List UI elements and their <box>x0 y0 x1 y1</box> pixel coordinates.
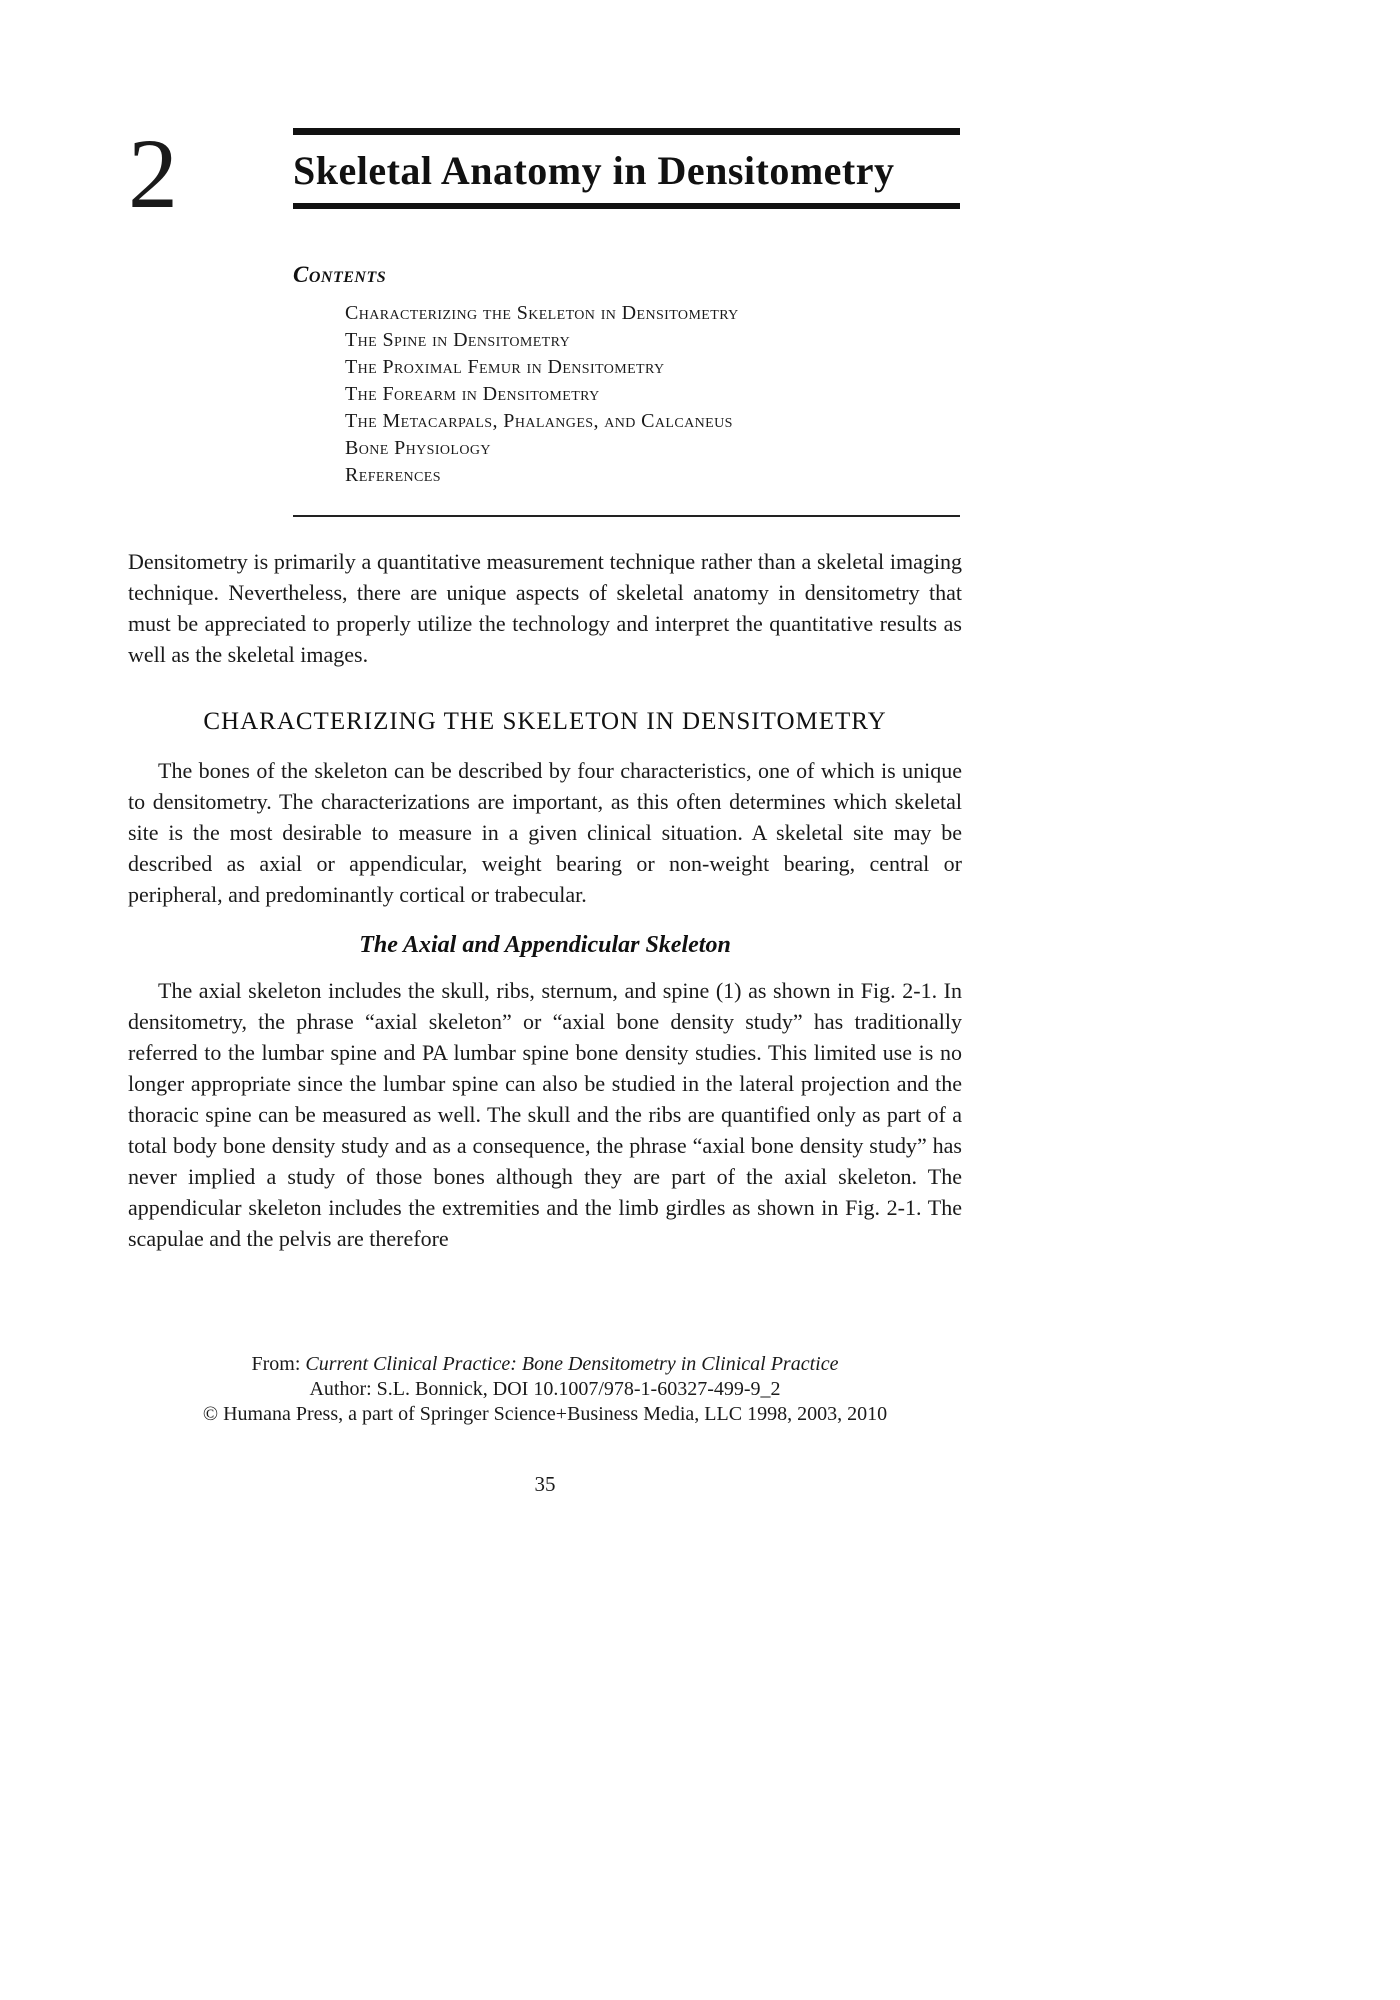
chapter-title-block <box>293 128 960 209</box>
subsection-heading: The Axial and Appendicular Skeleton <box>359 932 731 958</box>
subsection-paragraph: The axial skeleton includes the skull, ribs, sternum, and spine (1) as shown in Fig. 2-1. In densitometry, the phrase “axial skeleton” or “axial bone density study” has traditionally referred to the lumbar spine and PA lumbar spine bone density studies. This limited use is no longer appropriate since the lumbar spine can also be studied in the lateral projection and the thoracic spine can be measured as well. The skull and the ribs are quantified only as part of a total body bone density study and as a consequence, the phrase “axial bone density study” has never implied a study of those bones although they are part of the axial skeleton. The appendicular skeleton includes the extremities and the limb girdles as shown in Fig. 2-1. The scapulae and the pelvis are therefore <box>128 978 962 1251</box>
footer-from-line <box>128 1352 962 1377</box>
footer-copyright-line: © Humana Press, a part of Springer Science+Business Media, LLC 1998, 2003, 2010 <box>202 1403 888 1425</box>
intro-section <box>128 546 962 670</box>
title-rule-bottom <box>293 203 960 209</box>
chapter-number: 2 <box>128 118 178 229</box>
contents-block <box>293 262 960 517</box>
contents-heading: Contents <box>293 262 387 287</box>
chapter-header <box>128 118 960 229</box>
footer-author-line: Author: S.L. Bonnick, DOI 10.1007/978-1-60327-499-9_2 <box>309 1378 781 1400</box>
section-characterizing <box>128 706 962 910</box>
page-number: 35 <box>534 1472 556 1496</box>
section-paragraph: The bones of the skeleton can be described by four characteristics, one of which is unique to densitometry. The characterizations are important, as this often determines which skeletal site is the most desirable to measure in a given clinical situation. A skeletal site may be described as axial or appendicular, weight bearing or non-weight bearing, central or peripheral, and predominantly cortical or trabecular. <box>128 758 962 907</box>
contents-item: Characterizing the Skeleton in Densitometry <box>345 302 739 324</box>
section-heading: CHARACTERIZING THE SKELETON IN DENSITOMETRY <box>203 708 887 735</box>
footer-from-label: From: <box>251 1353 306 1375</box>
intro-paragraph: Densitometry is primarily a quantitative measurement technique rather than a skeletal imaging technique. Nevertheless, there are unique aspects of skeletal anatomy in densitometry that must be appreciated to properly utilize the technology and interpret the quantitative results as well as the skeletal images. <box>128 549 962 667</box>
contents-divider-rule <box>293 515 960 517</box>
contents-list <box>293 300 960 489</box>
contents-item: The Spine in Densitometry <box>345 329 571 351</box>
footer-book-title: Current Clinical Practice: Bone Densitometry in Clinical Practice <box>305 1353 839 1375</box>
contents-item: The Proximal Femur in Densitometry <box>345 356 665 378</box>
subsection-axial-appendicular <box>128 930 962 1254</box>
contents-item: The Forearm in Densitometry <box>345 383 600 405</box>
contents-item: Bone Physiology <box>345 437 491 459</box>
title-rule-top <box>293 128 960 135</box>
contents-item: References <box>345 464 441 486</box>
chapter-title: Skeletal Anatomy in Densitometry <box>293 148 895 193</box>
contents-item: The Metacarpals, Phalanges, and Calcaneus <box>345 410 733 432</box>
footer-source-block <box>128 1352 962 1427</box>
